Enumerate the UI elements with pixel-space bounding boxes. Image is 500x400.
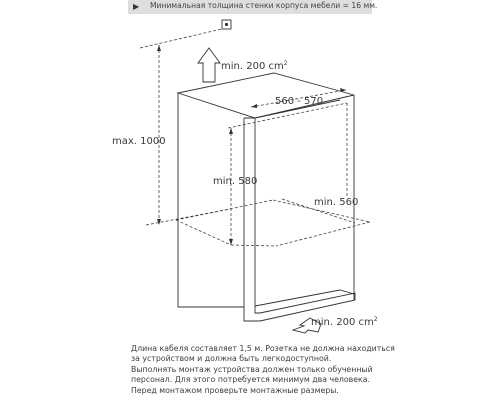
depth-min-label: min. 560: [314, 197, 359, 208]
note-line: Перед монтажом проверьте монтажные размеры.: [131, 385, 339, 395]
niche-floor-right: [276, 222, 370, 246]
vent-top-label: min. 200 $cm^2$: [221, 60, 288, 72]
min-height-arrow-bottom: [229, 239, 233, 245]
niche-floor-front: [176, 200, 273, 220]
min-height-label: min. 580: [213, 176, 258, 187]
socket-icon: [222, 20, 231, 29]
note-line: персонал. Для этого потребуется минимум два человека.: [131, 375, 370, 385]
note-line: за устройством и должна быть легкодоступной.: [131, 354, 332, 364]
max-height-arrow-bottom: [157, 219, 161, 225]
niche-floor-left: [176, 220, 231, 245]
width-arrow-right: [340, 88, 346, 92]
min-height-arrow-top: [229, 128, 233, 134]
header-text: Минимальная толщина стенки корпуса мебели = 16 мм.: [150, 1, 378, 10]
note-line: Выполнять монтаж устройства должен только обученный: [131, 364, 373, 374]
max-height-label: max. 1000: [112, 136, 166, 147]
niche-floor-bottom: [231, 245, 276, 246]
cabinet-niche-left: [244, 118, 255, 306]
width-range-label: 560 - 570: [275, 96, 324, 107]
max-height-arrow-top: [157, 45, 161, 51]
vent-bottom-label: min. 200 $cm^2$: [311, 316, 378, 328]
note-line: Длина кабеля составляет 1,5 м. Розетка не должна находиться: [131, 344, 395, 353]
cabinet-front-face: [178, 93, 244, 307]
vent-up-arrow-icon: [198, 48, 220, 82]
play-triangle-icon: ▶: [133, 2, 140, 11]
max-height-top-line: [140, 28, 226, 48]
installation-note: [131, 344, 395, 396]
width-arrow-left: [251, 104, 257, 108]
